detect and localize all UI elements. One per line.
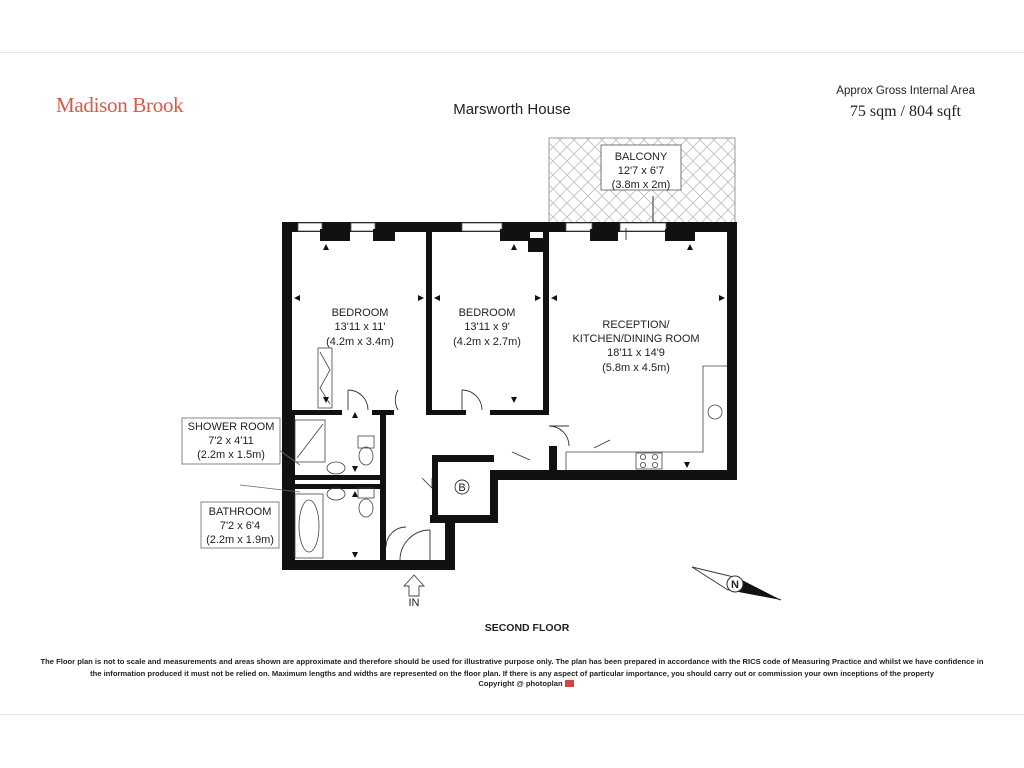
entrance-marker [404,575,424,609]
room-label-bedroom-1 [326,307,394,348]
room-label-shower-room [182,418,280,464]
kitchen [566,366,727,470]
svg-text:BATHROOM: BATHROOM [208,506,272,518]
svg-text:BALCONY: BALCONY [614,151,668,163]
svg-text:13'11 x 9': 13'11 x 9' [464,321,510,333]
svg-text:(4.2m x 3.4m): (4.2m x 3.4m) [326,336,394,348]
room-label-reception [572,319,699,374]
room-label-bedroom-2 [453,307,521,348]
area-value: 75 sqm / 804 sqft [849,103,961,120]
svg-text:7'2 x 6'4: 7'2 x 6'4 [219,520,261,532]
svg-text:12'7 x 6'7: 12'7 x 6'7 [617,165,665,177]
svg-text:BEDROOM: BEDROOM [458,307,516,319]
copyright-text: Copyright @ photoplan [478,679,563,688]
svg-text:(5.8m x 4.5m): (5.8m x 4.5m) [602,362,670,374]
photoplan-logo-icon [565,680,574,687]
svg-text:13'11 x 11': 13'11 x 11' [334,321,386,333]
entrance-label: IN [408,597,420,609]
svg-text:SHOWER ROOM: SHOWER ROOM [187,421,275,433]
room-label-bathroom [201,502,279,548]
svg-text:(3.8m x 2m): (3.8m x 2m) [611,179,671,191]
shower-fixtures [295,420,374,474]
svg-text:KITCHEN/DINING ROOM: KITCHEN/DINING ROOM [572,333,700,345]
svg-text:(4.2m x 2.7m): (4.2m x 2.7m) [453,336,521,348]
bathroom-fixtures [295,488,374,558]
compass-label: N [731,579,739,591]
svg-text:(2.2m x 1.9m): (2.2m x 1.9m) [206,534,274,546]
floor-label: SECOND FLOOR [484,622,570,634]
doors [348,228,626,560]
compass-icon [692,567,781,600]
room-label-balcony [612,151,671,191]
svg-text:(2.2m x 1.5m): (2.2m x 1.5m) [197,449,265,461]
copyright [0,679,1024,688]
svg-text:7'2 x 4'11: 7'2 x 4'11 [208,435,254,447]
disclaimer: The Floor plan is not to scale and measurements and areas shown are approximate and therefore should be used for illustrative purpose only. The plan has been prepared in accordance with the RICS code of Measuring Practice and whilst we have confidence in the information produced it must not be relied on. Maximum lengths and widths are represented on the floor plan. If there is any aspect of particular importance, you should carry out or commission your own inceptions of the property [40,657,984,678]
svg-text:RECEPTION/: RECEPTION/ [602,319,670,331]
outer-walls [282,222,737,570]
area-label: Approx Gross Internal Area [836,85,975,97]
brand-logo: Madison Brook [56,93,184,117]
svg-text:BEDROOM: BEDROOM [331,307,389,319]
boiler-label: B [458,482,466,494]
property-name: Marsworth House [453,101,571,118]
dimension-arrows [294,244,725,558]
svg-text:18'11 x 14'9: 18'11 x 14'9 [607,347,665,359]
